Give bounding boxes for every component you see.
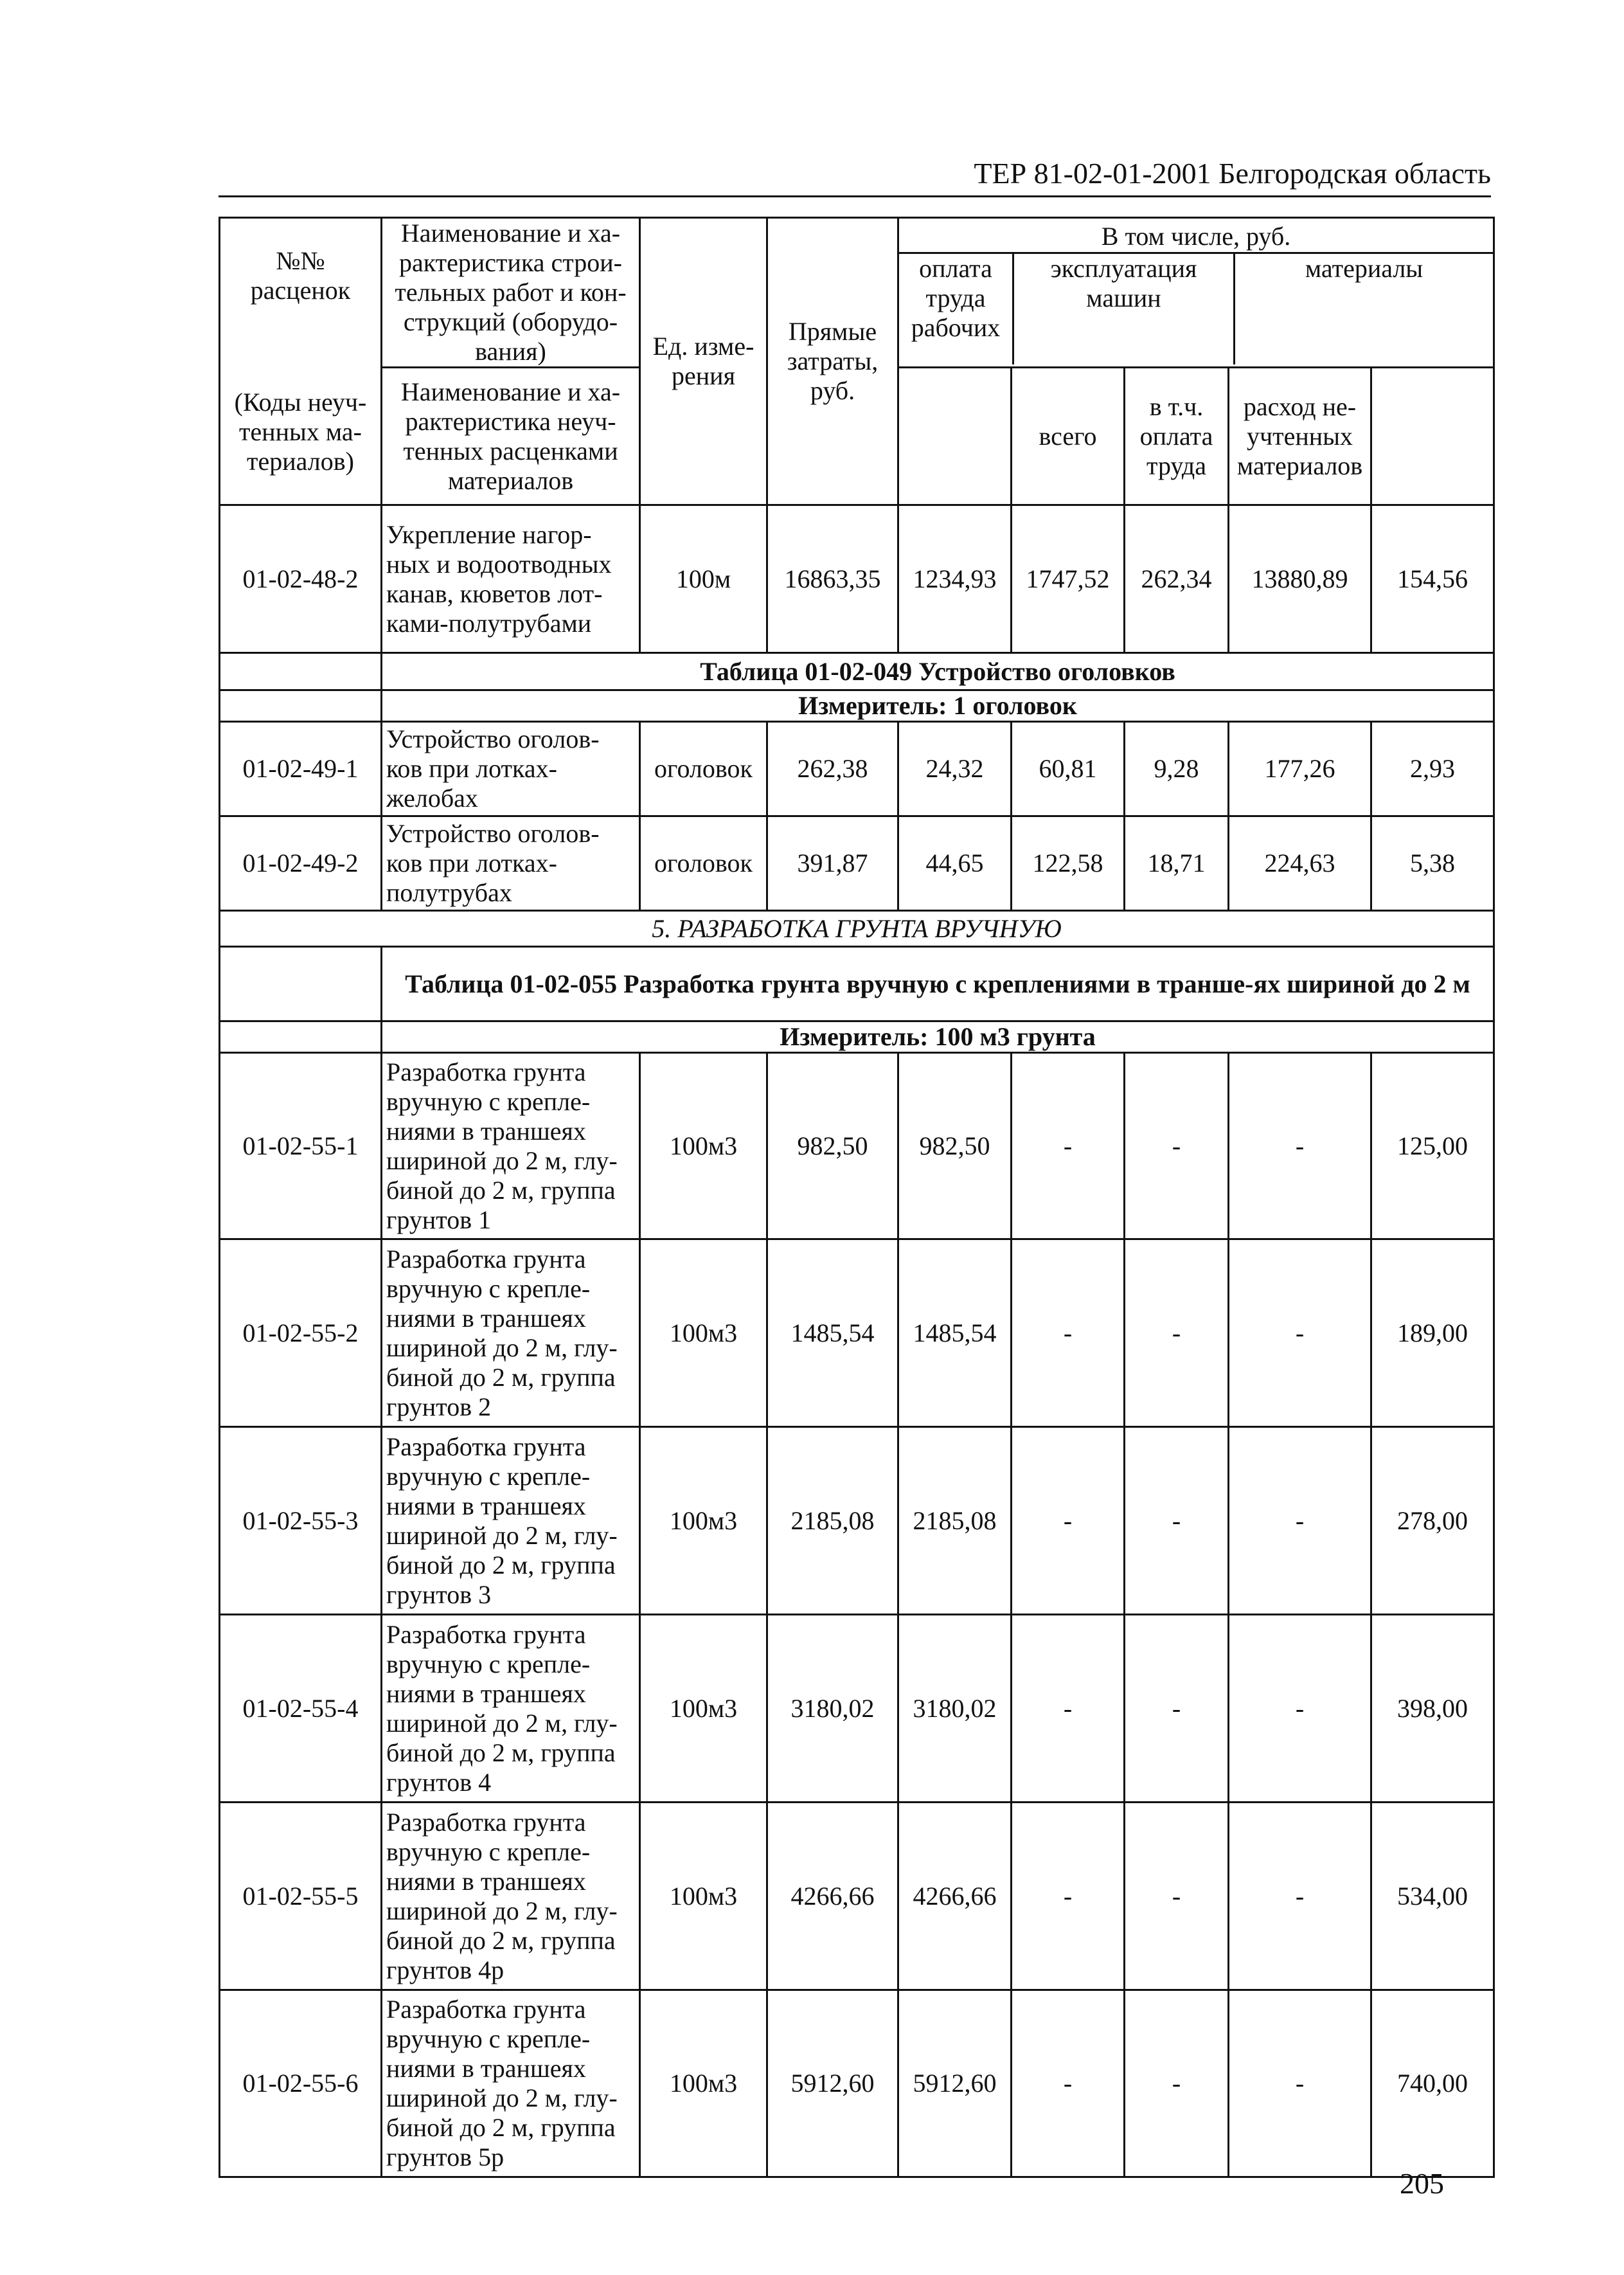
rate-labor: 278,00 bbox=[1371, 1427, 1494, 1615]
table-055-title-row bbox=[220, 947, 1494, 1021]
rate-code: 01-02-55-4 bbox=[220, 1615, 382, 1803]
rates-table bbox=[219, 217, 1495, 2178]
rate-machine-wages: - bbox=[1125, 1053, 1229, 1239]
rate-direct: 5912,60 bbox=[767, 1990, 898, 2177]
section-title-row bbox=[220, 911, 1494, 947]
rate-machines: - bbox=[1012, 1427, 1125, 1615]
table-row bbox=[220, 722, 1494, 816]
rate-name: Устройство оголов-ков при лотках-желобах bbox=[382, 722, 640, 816]
page-header bbox=[219, 154, 1491, 197]
rate-machines: - bbox=[1012, 1803, 1125, 1990]
rate-machines: 60,81 bbox=[1012, 722, 1125, 816]
table-row bbox=[220, 1803, 1494, 1990]
col-head-num-top: №№ расценок bbox=[250, 246, 351, 305]
rate-materials: - bbox=[1229, 1990, 1371, 2177]
rate-labor: 125,00 bbox=[1371, 1053, 1494, 1239]
rate-machines: 1747,52 bbox=[1012, 505, 1125, 653]
rate-name: Устройство оголов-ков при лотках-полутрубах bbox=[382, 816, 640, 911]
col-head-sub bbox=[899, 254, 1493, 364]
rate-machine-wages: 18,71 bbox=[1125, 816, 1229, 911]
rate-machine-wages: 262,34 bbox=[1125, 505, 1229, 653]
rate-machines: - bbox=[1012, 1053, 1125, 1239]
rate-wages: 24,32 bbox=[898, 722, 1012, 816]
col-head-total: всего bbox=[1012, 368, 1125, 505]
col-head-wages-cont bbox=[898, 368, 1012, 505]
col-head-unaccounted: расход не-учтенных материалов bbox=[1229, 368, 1371, 505]
rate-wages: 1234,93 bbox=[898, 505, 1012, 653]
rate-machine-wages: - bbox=[1125, 1615, 1229, 1803]
rate-name: Разработка грунта вручную с крепле-ниями в траншеях шириной до 2 м, глу-биной до 2 м, группа грунтов 3 bbox=[382, 1427, 640, 1615]
rate-machines: - bbox=[1012, 1615, 1125, 1803]
col-head-num-bottom: (Коды неуч-тенных ма-териалов) bbox=[234, 388, 367, 476]
rate-unit: оголовок bbox=[640, 722, 767, 816]
rate-materials: - bbox=[1229, 1239, 1371, 1427]
table-049-title: Таблица 01-02-049 Устройство оголовков bbox=[382, 653, 1494, 690]
table-055-measure: Измеритель: 100 м3 грунта bbox=[382, 1021, 1494, 1053]
rate-unit: 100м3 bbox=[640, 1615, 767, 1803]
rate-wages: 982,50 bbox=[898, 1053, 1012, 1239]
rate-code: 01-02-49-1 bbox=[220, 722, 382, 816]
rate-materials: - bbox=[1229, 1427, 1371, 1615]
rate-direct: 3180,02 bbox=[767, 1615, 898, 1803]
rate-name: Разработка грунта вручную с крепле-ниями в траншеях шириной до 2 м, глу-биной до 2 м, группа грунтов 4 bbox=[382, 1615, 640, 1803]
col-head-incl-wages: в т.ч. оплата труда bbox=[1125, 368, 1229, 505]
table-055-measure-spacer bbox=[220, 1021, 382, 1053]
rate-materials: 13880,89 bbox=[1229, 505, 1371, 653]
rate-unit: 100м bbox=[640, 505, 767, 653]
rate-name: Разработка грунта вручную с крепле-ниями в траншеях шириной до 2 м, глу-биной до 2 м, группа грунтов 2 bbox=[382, 1239, 640, 1427]
rate-code: 01-02-48-2 bbox=[220, 505, 382, 653]
rate-labor: 534,00 bbox=[1371, 1803, 1494, 1990]
rate-direct: 262,38 bbox=[767, 722, 898, 816]
rate-name: Разработка грунта вручную с крепле-ниями в траншеях шириной до 2 м, глу-биной до 2 м, группа грунтов 5р bbox=[382, 1990, 640, 2177]
col-head-direct: Прямые затраты, руб. bbox=[767, 218, 898, 505]
rate-direct: 982,50 bbox=[767, 1053, 898, 1239]
rate-code: 01-02-55-1 bbox=[220, 1053, 382, 1239]
rate-code: 01-02-55-6 bbox=[220, 1990, 382, 2177]
rate-machine-wages: - bbox=[1125, 1803, 1229, 1990]
table-row bbox=[220, 505, 1494, 653]
rate-wages: 4266,66 bbox=[898, 1803, 1012, 1990]
rate-direct: 1485,54 bbox=[767, 1239, 898, 1427]
rate-machines: - bbox=[1012, 1990, 1125, 2177]
rate-labor: 398,00 bbox=[1371, 1615, 1494, 1803]
rate-unit: 100м3 bbox=[640, 1803, 767, 1990]
rate-direct: 2185,08 bbox=[767, 1427, 898, 1615]
table-049-title-spacer bbox=[220, 653, 382, 690]
col-head-unit: Ед. изме-рения bbox=[640, 218, 767, 505]
table-049-title-row bbox=[220, 653, 1494, 690]
table-row bbox=[220, 816, 1494, 911]
table-055-title-spacer bbox=[220, 947, 382, 1021]
page-number: 205 bbox=[1400, 2167, 1444, 2200]
rate-materials: - bbox=[1229, 1053, 1371, 1239]
rate-code: 01-02-55-5 bbox=[220, 1803, 382, 1990]
col-head-machines: эксплуатация машин bbox=[1014, 254, 1235, 364]
col-head-materials: материалы bbox=[1305, 253, 1423, 283]
rate-code: 01-02-49-2 bbox=[220, 816, 382, 911]
rate-direct: 4266,66 bbox=[767, 1803, 898, 1990]
table-row bbox=[220, 1990, 1494, 2177]
rate-wages: 1485,54 bbox=[898, 1239, 1012, 1427]
col-head-num bbox=[220, 218, 382, 505]
rate-wages: 5912,60 bbox=[898, 1990, 1012, 2177]
table-049-measure-row bbox=[220, 690, 1494, 722]
rate-materials: 177,26 bbox=[1229, 722, 1371, 816]
rate-direct: 391,87 bbox=[767, 816, 898, 911]
rate-wages: 44,65 bbox=[898, 816, 1012, 911]
rate-code: 01-02-55-2 bbox=[220, 1239, 382, 1427]
rate-machines: - bbox=[1012, 1239, 1125, 1427]
rate-machines: 122,58 bbox=[1012, 816, 1125, 911]
rate-unit: оголовок bbox=[640, 816, 767, 911]
rate-labor: 189,00 bbox=[1371, 1239, 1494, 1427]
document-title: ТЕР 81-02-01-2001 Белгородская область bbox=[974, 157, 1491, 190]
rate-unit: 100м3 bbox=[640, 1053, 767, 1239]
rate-code: 01-02-55-3 bbox=[220, 1427, 382, 1615]
rate-wages: 3180,02 bbox=[898, 1615, 1012, 1803]
rate-labor: 154,56 bbox=[1371, 505, 1494, 653]
rate-name: Разработка грунта вручную с крепле-ниями в траншеях шириной до 2 м, глу-биной до 2 м, группа грунтов 4р bbox=[382, 1803, 640, 1990]
col-head-incl-wrap bbox=[898, 218, 1494, 368]
rate-machine-wages: - bbox=[1125, 1990, 1229, 2177]
table-049-measure: Измеритель: 1 оголовок bbox=[382, 690, 1494, 722]
rate-machine-wages: - bbox=[1125, 1239, 1229, 1427]
table-row bbox=[220, 1239, 1494, 1427]
col-head-name-bottom: Наименование и ха-рактеристика неуч-тенных расценками материалов bbox=[382, 368, 640, 505]
rate-machine-wages: - bbox=[1125, 1427, 1229, 1615]
rate-materials: 224,63 bbox=[1229, 816, 1371, 911]
rate-labor: 5,38 bbox=[1371, 816, 1494, 911]
rate-name: Укрепление нагор-ных и водоотводных канав, кюветов лот-ками-полутрубами bbox=[382, 505, 640, 653]
col-head-wages: оплата труда рабочих bbox=[899, 254, 1014, 364]
col-head-incl: В том числе, руб. bbox=[899, 221, 1493, 254]
rate-unit: 100м3 bbox=[640, 1990, 767, 2177]
rate-direct: 16863,35 bbox=[767, 505, 898, 653]
rate-materials: - bbox=[1229, 1615, 1371, 1803]
rate-materials: - bbox=[1229, 1803, 1371, 1990]
col-head-name-top: Наименование и ха-рактеристика строи-тельных работ и кон-струкций (оборудо-вания) bbox=[382, 218, 640, 368]
table-row bbox=[220, 1053, 1494, 1239]
table-055-measure-row bbox=[220, 1021, 1494, 1053]
rate-wages: 2185,08 bbox=[898, 1427, 1012, 1615]
table-row bbox=[220, 1427, 1494, 1615]
rate-name: Разработка грунта вручную с крепле-ниями в траншеях шириной до 2 м, глу-биной до 2 м, группа грунтов 1 bbox=[382, 1053, 640, 1239]
rate-machine-wages: 9,28 bbox=[1125, 722, 1229, 816]
rate-labor: 2,93 bbox=[1371, 722, 1494, 816]
rate-unit: 100м3 bbox=[640, 1427, 767, 1615]
table-row bbox=[220, 1615, 1494, 1803]
table-055-title: Таблица 01-02-055 Разработка грунта вручную с креплениями в транше-ях шириной до 2 м bbox=[382, 947, 1494, 1021]
section-title: 5. РАЗРАБОТКА ГРУНТА ВРУЧНУЮ bbox=[220, 911, 1494, 947]
table-049-measure-spacer bbox=[220, 690, 382, 722]
rate-unit: 100м3 bbox=[640, 1239, 767, 1427]
rate-labor: 740,00 bbox=[1371, 1990, 1494, 2177]
header-row-upper bbox=[220, 218, 1494, 368]
